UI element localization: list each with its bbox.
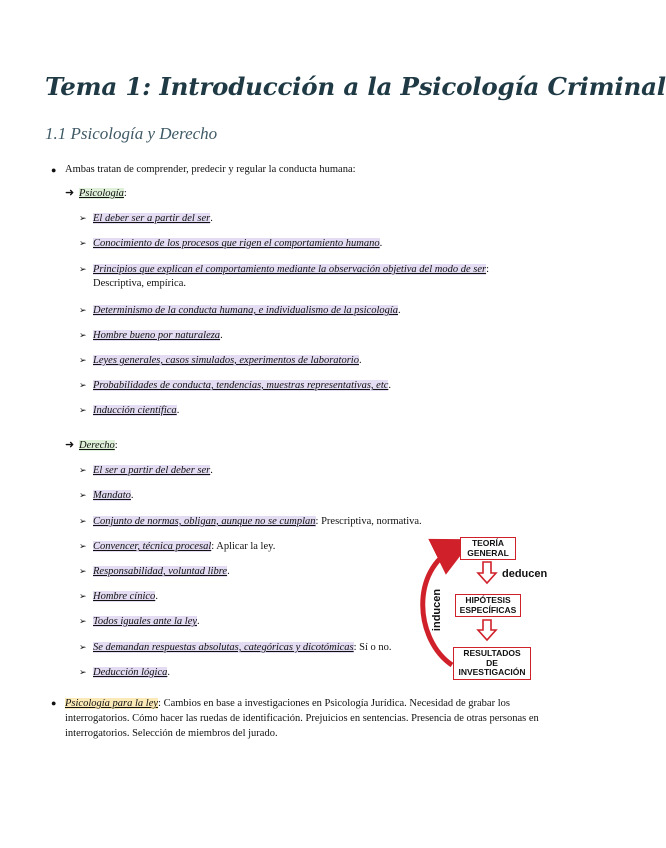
- derecho-item: [93, 464, 213, 478]
- derecho-item-text: Responsabilidad, voluntad libre: [93, 566, 228, 577]
- derecho-item: [93, 540, 275, 554]
- box-line: TEORÍA: [471, 538, 505, 548]
- psicologia-item-text: El deber ser a partir del ser: [93, 213, 211, 224]
- psicologia-item: [93, 329, 223, 343]
- derecho-item-text: El ser a partir del deber ser: [93, 465, 211, 476]
- triangle-bullet-icon: ➢: [79, 616, 87, 626]
- psicologia-ley-label: Psicología para la ley: [65, 698, 159, 709]
- psicologia-item: [93, 237, 382, 251]
- derecho-item-text: Todos iguales ante la ley: [93, 616, 198, 627]
- triangle-bullet-icon: ➢: [79, 405, 87, 415]
- intro-text: Ambas tratan de comprender, predecir y regular la conducta humana:: [65, 164, 356, 175]
- psicologia-item: [93, 404, 179, 418]
- psicologia-item: [93, 304, 401, 318]
- arrow-icon: ➜: [65, 439, 75, 451]
- psicologia-label: Psicología: [79, 188, 124, 199]
- triangle-bullet-icon: ➢: [79, 380, 87, 390]
- psicologia-item-extra: .: [358, 355, 362, 366]
- box-line: RESULTADOS: [463, 648, 521, 658]
- page-title: Tema 1: Introducción a la Psicología Criminal: [45, 72, 666, 101]
- box-line: ESPECÍFICAS: [459, 604, 517, 615]
- deduction-arrow-2: [478, 620, 496, 640]
- derecho-item-text: Convencer, técnica procesal: [93, 541, 212, 552]
- derecho-item-text: Conjunto de normas, obligan, aunque no se cumplan: [93, 516, 316, 527]
- psicologia-item-text: Determinismo de la conducta humana, e individualismo de la psicología: [93, 305, 399, 316]
- deduction-arrow-1: [478, 562, 496, 583]
- derecho-item-extra: .: [130, 490, 134, 501]
- derecho-item: [93, 641, 392, 655]
- psicologia-item-text: Conocimiento de los procesos que rigen el comportamiento humano: [93, 238, 380, 249]
- triangle-bullet-icon: ➢: [79, 305, 87, 315]
- psicologia-ley-text: : Cambios en base a investigaciones en Psicología Jurídica. Necesidad de grabar los interrogatorios. Cómo hacer las ruedas de identificación. Prejuicios en sentencias. Presencia de otras personas en interrogatorios. Selección de miembros del jurado.: [65, 698, 539, 739]
- triangle-bullet-icon: ➢: [79, 465, 87, 475]
- triangle-bullet-icon: ➢: [79, 355, 87, 365]
- triangle-bullet-icon: ➢: [79, 490, 87, 500]
- derecho-item-extra: : Sí o no.: [353, 642, 392, 653]
- derecho-item-extra: .: [227, 566, 230, 577]
- box-line: DE: [486, 657, 498, 668]
- psicologia-item-extra: .: [398, 305, 401, 316]
- triangle-bullet-icon: ➢: [79, 516, 87, 526]
- derecho-item-extra: .: [155, 591, 158, 602]
- derecho-item-extra: : Prescriptiva, normativa.: [315, 516, 422, 527]
- section-subtitle: 1.1 Psicología y Derecho: [45, 124, 218, 143]
- psicologia-item-text: Probabilidades de conducta, tendencias, muestras representativas, etc: [93, 380, 389, 391]
- derecho-item-extra: : Aplicar la ley.: [211, 541, 276, 552]
- psicologia-item-text: Leyes generales, casos simulados, experimentos de laboratorio: [93, 355, 359, 366]
- psicologia-item-extra: .: [379, 238, 383, 249]
- derecho-item-text: Hombre cínico: [93, 591, 156, 602]
- derecho-item-extra: .: [210, 465, 213, 476]
- psicologia-item-text: Principios que explican el comportamiento mediante la observación objetiva del modo de ser: [93, 264, 487, 275]
- triangle-bullet-icon: ➢: [79, 591, 87, 601]
- triangle-bullet-icon: ➢: [79, 667, 87, 677]
- arrow-icon: ➜: [65, 187, 75, 199]
- psicologia-item-text: Hombre bueno por naturaleza: [93, 330, 221, 341]
- derecho-item: [93, 515, 422, 529]
- derecho-item-text: Deducción lógica: [93, 667, 168, 678]
- psicologia-item-text: Inducción científica: [93, 405, 177, 416]
- derecho-item: [93, 565, 230, 579]
- psicologia-item-extra: .: [210, 213, 213, 224]
- triangle-bullet-icon: ➢: [79, 642, 87, 652]
- triangle-bullet-icon: ➢: [79, 566, 87, 576]
- psicologia-item: [93, 354, 362, 368]
- derecho-item-extra: .: [167, 667, 170, 678]
- derecho-heading: [79, 439, 118, 453]
- psicologia-item-extra: .: [220, 330, 223, 341]
- derecho-item-extra: .: [197, 616, 200, 627]
- triangle-bullet-icon: ➢: [79, 264, 87, 274]
- psicologia-item: [93, 263, 489, 277]
- psicologia-item-extra: .: [176, 405, 180, 416]
- psicologia-heading: [79, 187, 127, 201]
- psicologia-ley-paragraph: [65, 696, 545, 741]
- deducen-label: deducen: [502, 568, 548, 580]
- box-line: HIPÓTESIS: [465, 595, 511, 605]
- psicologia-item-extra: .: [388, 380, 392, 391]
- psicologia-item-line2: Descriptiva, empírica.: [93, 278, 187, 289]
- derecho-item: [93, 590, 158, 604]
- derecho-suffix: :: [114, 440, 118, 451]
- psicologia-item: [93, 379, 391, 393]
- bullet-dot: ●: [51, 165, 57, 175]
- bullet-dot: ●: [51, 698, 57, 708]
- teoria-general-box: [460, 537, 516, 560]
- psicologia-item: [93, 212, 213, 226]
- box-line: GENERAL: [467, 547, 509, 558]
- triangle-bullet-icon: ➢: [79, 541, 87, 551]
- derecho-item-text: Se demandan respuestas absolutas, categóricas y dicotómicas: [93, 642, 354, 653]
- resultados-investigacion-box: [453, 647, 531, 680]
- triangle-bullet-icon: ➢: [79, 330, 87, 340]
- psicologia-item-extra: :: [486, 264, 490, 275]
- box-line: INVESTIGACIÓN: [458, 667, 526, 677]
- triangle-bullet-icon: ➢: [79, 213, 87, 223]
- derecho-item-text: Mandato: [93, 490, 131, 501]
- derecho-item: [93, 666, 170, 680]
- derecho-item: [93, 615, 200, 629]
- triangle-bullet-icon: ➢: [79, 238, 87, 248]
- derecho-item: [93, 489, 134, 503]
- psicologia-suffix: :: [123, 188, 127, 199]
- hipotesis-especificas-box: [455, 594, 521, 617]
- derecho-label: Derecho: [79, 440, 115, 451]
- inducen-label: inducen: [431, 588, 444, 632]
